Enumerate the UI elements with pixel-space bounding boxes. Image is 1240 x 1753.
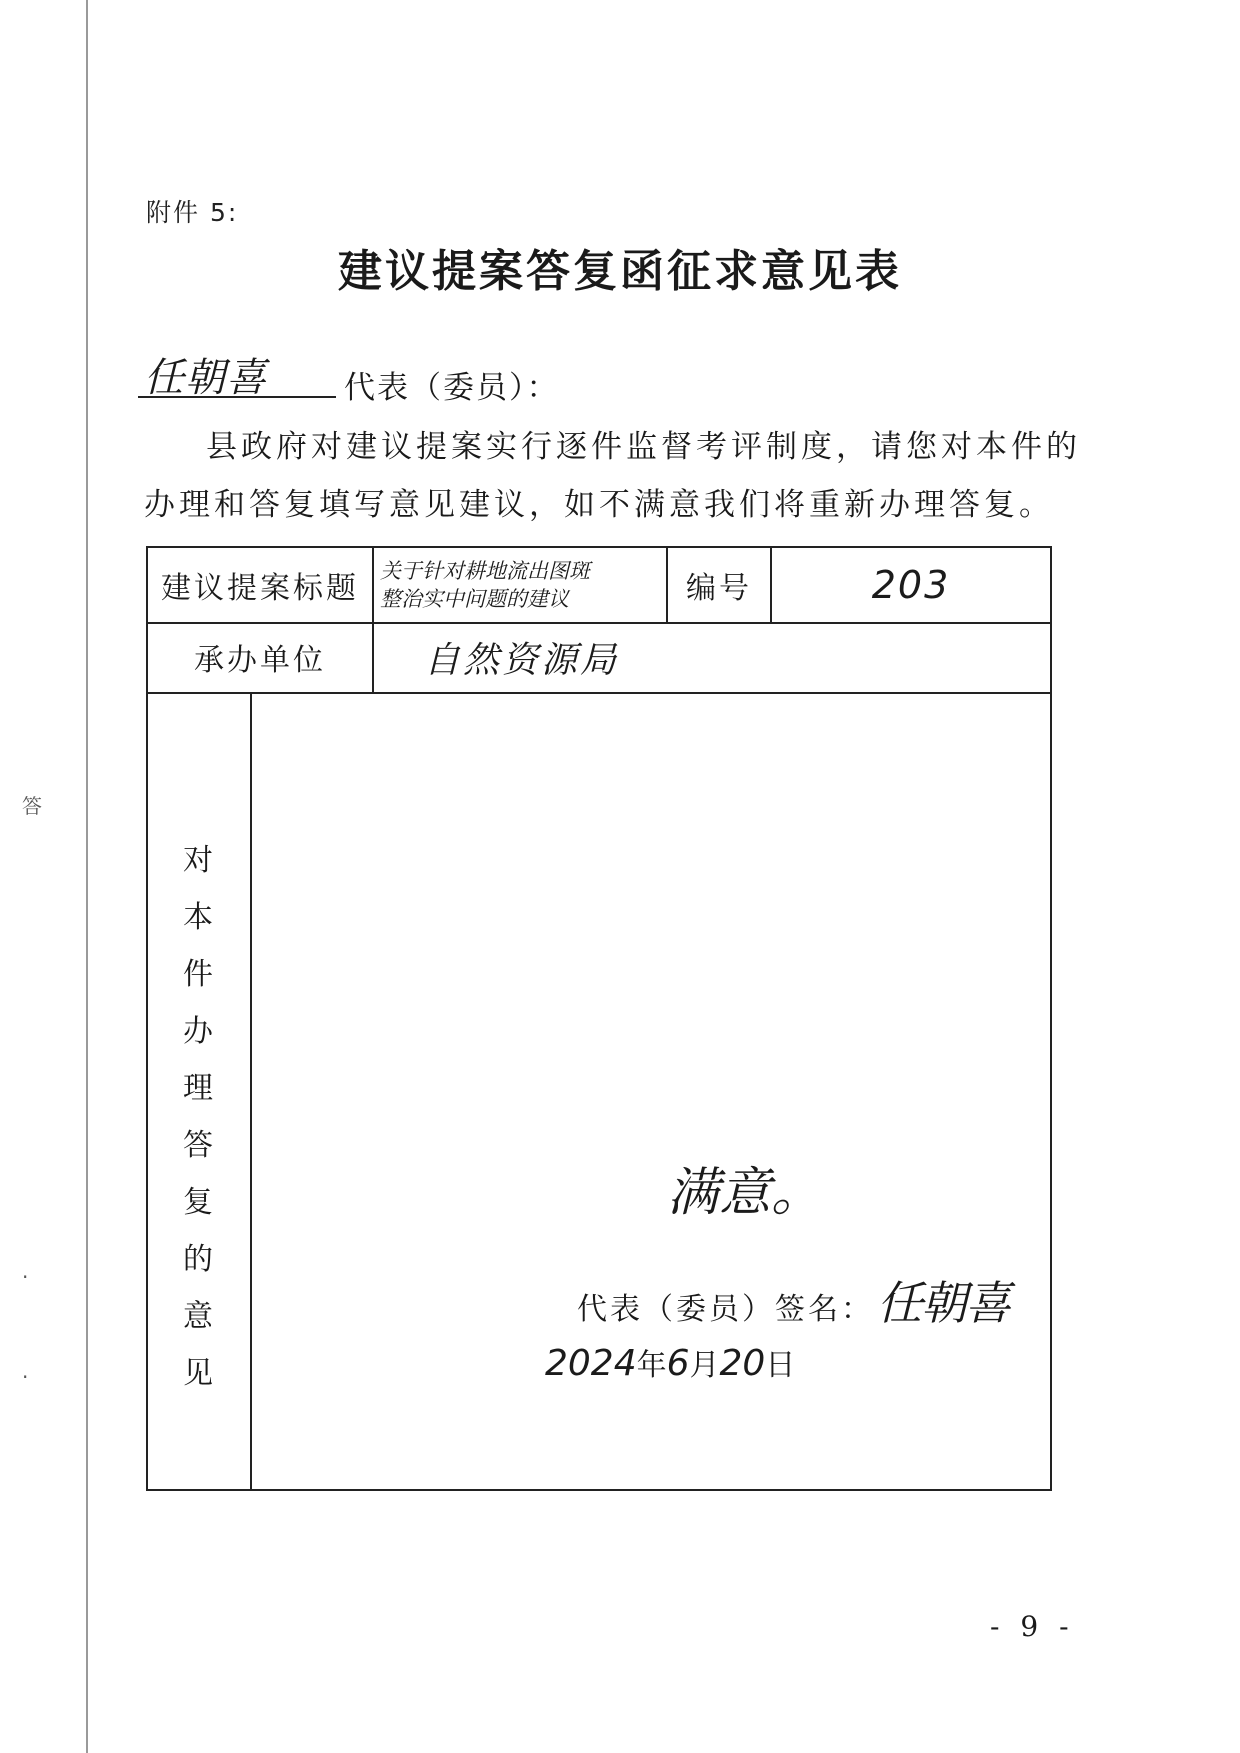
- salutation-suffix: 代表（委员）：: [344, 370, 560, 406]
- number-value[interactable]: 203: [871, 563, 951, 607]
- signature-label: 代表（委员）签名：: [577, 1292, 874, 1327]
- opinion-label-cell: [148, 692, 252, 1489]
- form-row-title: [148, 548, 1050, 624]
- title-value-cell[interactable]: [374, 548, 668, 622]
- opinion-label-char: 办: [183, 1014, 213, 1049]
- unit-value[interactable]: 自然资源局: [424, 639, 620, 681]
- date-month-unit: 月: [689, 1348, 720, 1383]
- page-title: 建议提案答复函征求意见表: [338, 246, 902, 297]
- attachment-label: 附件 5:: [146, 198, 239, 227]
- margin-mark: ·: [22, 1265, 29, 1289]
- unit-label: 承办单位: [148, 622, 374, 692]
- opinion-label: [148, 832, 248, 1402]
- opinion-label-char: 答: [183, 1128, 213, 1163]
- page-number: - 9 -: [990, 1610, 1075, 1643]
- feedback-form-table: [146, 546, 1052, 1491]
- representative-name: 任朝喜: [144, 355, 267, 401]
- notice-paragraph: 县政府对建议提案实行逐件监督考评制度，请您对本件的办理和答复填写意见建议，如不满意我们将重新办理答复。: [144, 429, 1081, 523]
- title-label: 建议提案标题: [148, 548, 374, 622]
- date-day-unit: 日: [765, 1348, 796, 1383]
- title-value-line: 关于针对耕地流出图斑: [380, 559, 590, 583]
- signature[interactable]: 任朝喜: [877, 1276, 1009, 1330]
- opinion-label-char: 复: [183, 1185, 213, 1220]
- opinion-label-char: 理: [183, 1071, 213, 1106]
- opinion-label-char: 意: [183, 1299, 213, 1334]
- date-year-unit: 年: [636, 1348, 667, 1383]
- margin-mark: ·: [22, 1365, 29, 1389]
- opinion-label-char: 对: [183, 843, 213, 878]
- date-month: 6: [666, 1343, 690, 1384]
- opinion-text: 满意。: [667, 1163, 824, 1223]
- opinion-label-char: 的: [183, 1242, 213, 1277]
- date-day: 20: [719, 1343, 766, 1384]
- date-year: 2024: [545, 1343, 637, 1384]
- signature-date: [545, 1340, 795, 1384]
- opinion-area[interactable]: [252, 692, 1050, 1489]
- margin-mark: 答: [22, 794, 42, 818]
- opinion-label-char: 见: [183, 1356, 213, 1391]
- representative-name-field[interactable]: [138, 352, 336, 401]
- form-row-unit: [148, 622, 1050, 694]
- title-value-line: 整治实中问题的建议: [380, 587, 569, 611]
- opinion-label-char: 本: [183, 900, 213, 935]
- number-label: 编号: [668, 548, 772, 622]
- opinion-label-char: 件: [183, 957, 213, 992]
